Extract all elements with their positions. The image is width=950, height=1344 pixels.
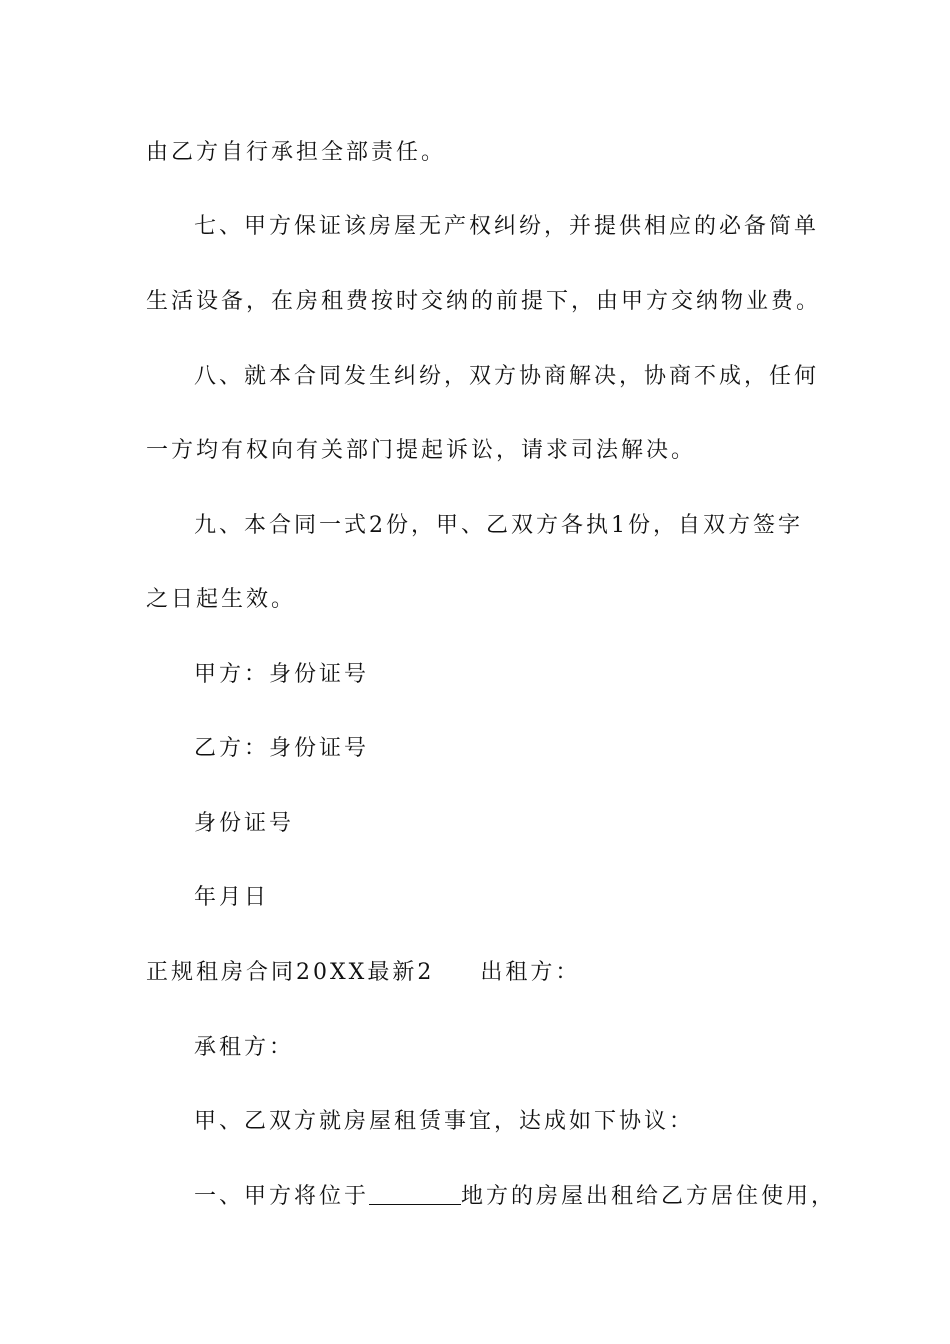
clause-one-start: 一、甲方将位于: [194, 1184, 370, 1209]
lessee-label: 承租方：: [194, 1035, 295, 1060]
party-b-signature-line: 乙方：身份证号: [194, 736, 370, 761]
paragraph-line: 由乙方自行承担全部责任。: [146, 140, 447, 165]
clause-one-line: [194, 1182, 836, 1212]
location-blank: [369, 1182, 461, 1205]
paragraph-line: 之日起生效。: [146, 587, 297, 612]
paragraph-line: 一方均有权向有关部门提起诉讼，请求司法解决。: [146, 438, 697, 463]
party-a-signature-line: 甲方：身份证号: [194, 662, 370, 687]
clause-eight-line: 八、就本合同发生纠纷，双方协商解决，协商不成，任何: [194, 364, 820, 389]
contract-title: 正规租房合同20XX最新2: [146, 960, 435, 985]
lessor-label: 出租方：: [480, 960, 581, 985]
agreement-intro: 甲、乙双方就房屋租赁事宜，达成如下协议：: [194, 1109, 695, 1134]
clause-nine-line: 九、本合同一式2份，甲、乙双方各执1份，自双方签字: [194, 513, 803, 538]
clause-seven-line: 七、甲方保证该房屋无产权纠纷，并提供相应的必备简单: [194, 214, 820, 239]
clause-one-end: 地方的房屋出租给乙方居住使用，: [461, 1184, 837, 1209]
id-number-line: 身份证号: [194, 811, 295, 836]
date-line: 年月日: [194, 885, 270, 910]
contract-title-line: [146, 958, 580, 988]
paragraph-line: 生活设备，在房租费按时交纳的前提下，由甲方交纳物业费。: [146, 289, 822, 314]
